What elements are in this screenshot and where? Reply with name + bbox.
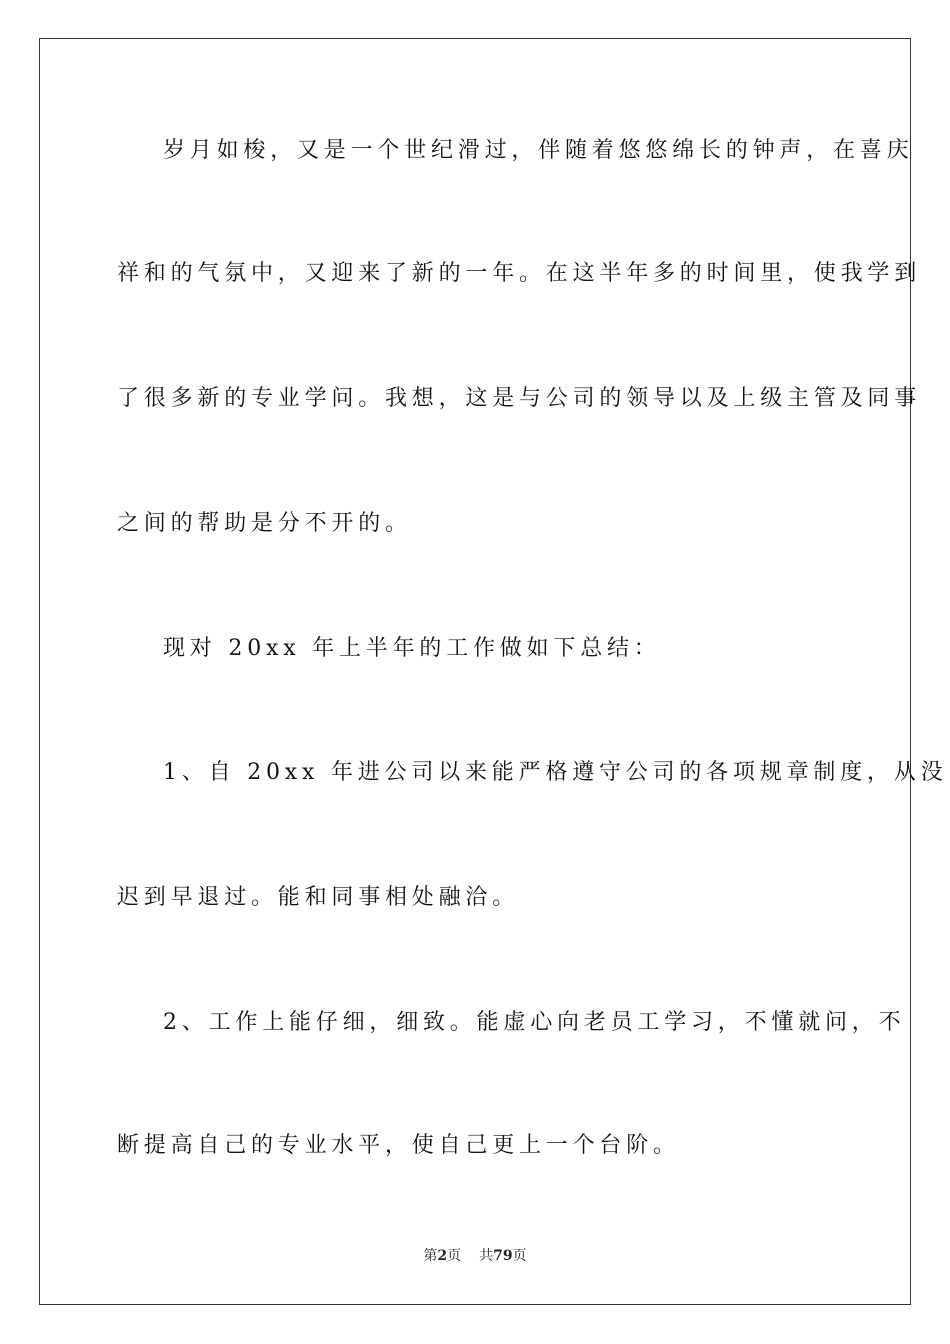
paragraph-4-line-1: 2、工作上能仔细，细致。能虚心向老员工学习，不懂就问，不 — [163, 1010, 906, 1035]
footer-total-pages: 79 — [493, 1248, 513, 1264]
page-border — [39, 38, 948, 1305]
page-footer — [0, 1246, 950, 1266]
paragraph-1-line-1: 岁月如梭，又是一个世纪滑过，伴随着悠悠绵长的钟声，在喜庆 — [163, 138, 914, 163]
paragraph-1-line-3: 了很多新的专业学问。我想，这是与公司的领导以及上级主管及同事 — [117, 386, 922, 411]
paragraph-1-line-2: 祥和的气氛中，又迎来了新的一年。在这半年多的时间里，使我学到 — [117, 261, 922, 286]
paragraph-1-line-4: 之间的帮助是分不开的。 — [117, 511, 412, 536]
paragraph-4-line-2: 断提高自己的专业水平，使自己更上一个台阶。 — [117, 1133, 680, 1158]
paragraph-3-line-2: 迟到早退过。能和同事相处融洽。 — [117, 885, 520, 910]
paragraph-3-line-1: 1、自 20xx 年进公司以来能严格遵守公司的各项规章制度，从没 — [163, 760, 948, 785]
footer-total-suffix: 页 — [512, 1248, 527, 1264]
footer-page-suffix: 页 — [447, 1248, 462, 1264]
paragraph-2-line-1: 现对 20xx 年上半年的工作做如下总结： — [163, 636, 661, 661]
footer-page-prefix: 第 — [423, 1248, 438, 1264]
footer-total-prefix: 共 — [479, 1248, 494, 1264]
footer-current-page: 2 — [437, 1248, 448, 1264]
